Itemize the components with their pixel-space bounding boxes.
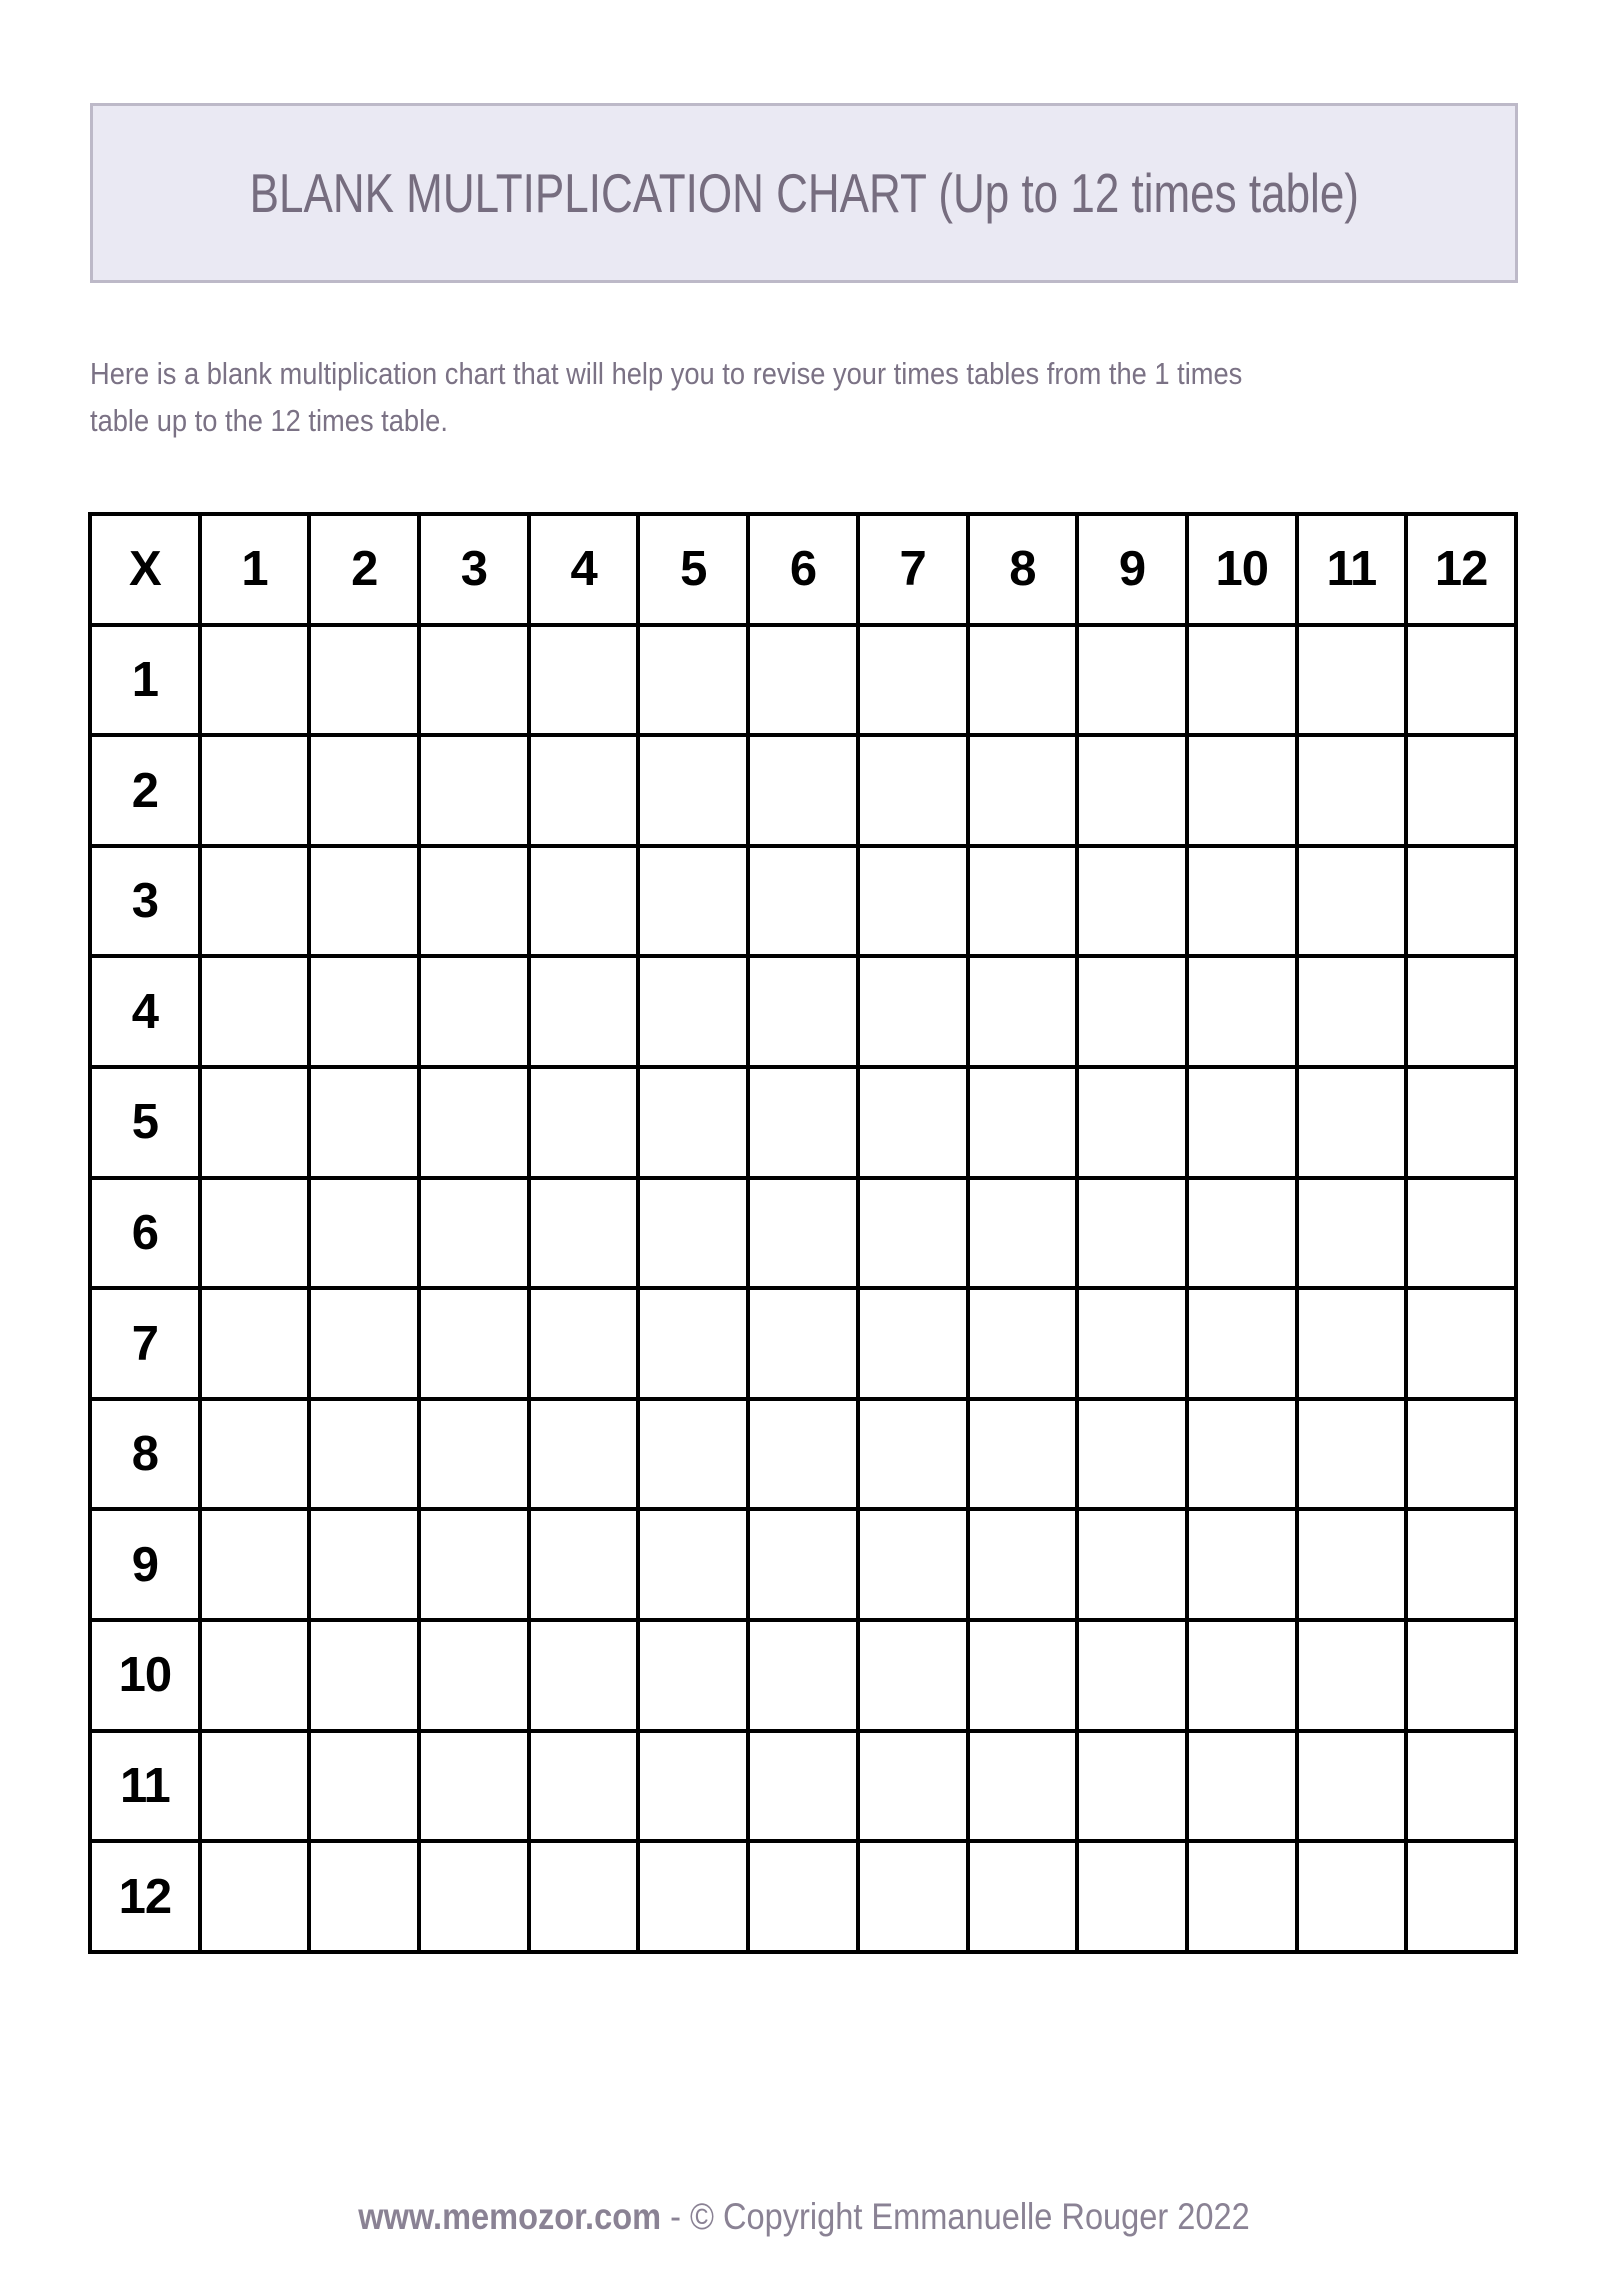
footer-site-name: www.memozor.com [358, 2196, 662, 2237]
empty-cell [1406, 1178, 1516, 1289]
empty-cell [748, 735, 858, 846]
table-row-8 [90, 1399, 1516, 1510]
row-header-11: 11 [90, 1731, 200, 1842]
empty-cell [1077, 1399, 1187, 1510]
empty-cell [309, 956, 419, 1067]
empty-cell [1077, 1841, 1187, 1952]
table-row-1 [90, 625, 1516, 736]
row-header-3: 3 [90, 846, 200, 957]
empty-cell [529, 625, 639, 736]
empty-cell [1077, 1731, 1187, 1842]
column-header-6: 6 [748, 514, 858, 625]
empty-cell [1297, 956, 1407, 1067]
empty-cell [858, 1288, 968, 1399]
empty-cell [1297, 1178, 1407, 1289]
empty-cell [1406, 625, 1516, 736]
table-row-6 [90, 1178, 1516, 1289]
table-header-row [90, 514, 1516, 625]
row-header-5: 5 [90, 1067, 200, 1178]
empty-cell [858, 1620, 968, 1731]
empty-cell [419, 1841, 529, 1952]
empty-cell [748, 1178, 858, 1289]
empty-cell [748, 1509, 858, 1620]
empty-cell [419, 1509, 529, 1620]
empty-cell [200, 1288, 310, 1399]
empty-cell [529, 1509, 639, 1620]
empty-cell [1077, 1509, 1187, 1620]
row-header-1: 1 [90, 625, 200, 736]
empty-cell [968, 1509, 1078, 1620]
footer-copyright: © Copyright Emmanuelle Rouger 2022 [689, 2196, 1250, 2237]
empty-cell [419, 1620, 529, 1731]
empty-cell [309, 1288, 419, 1399]
empty-cell [858, 1399, 968, 1510]
empty-cell [1187, 1288, 1297, 1399]
empty-cell [858, 1178, 968, 1289]
empty-cell [1187, 846, 1297, 957]
empty-cell [968, 1731, 1078, 1842]
column-header-11: 11 [1297, 514, 1407, 625]
empty-cell [968, 1288, 1078, 1399]
empty-cell [858, 625, 968, 736]
empty-cell [309, 735, 419, 846]
row-header-4: 4 [90, 956, 200, 1067]
empty-cell [529, 1288, 639, 1399]
empty-cell [1187, 625, 1297, 736]
empty-cell [1187, 956, 1297, 1067]
row-header-6: 6 [90, 1178, 200, 1289]
row-header-2: 2 [90, 735, 200, 846]
empty-cell [748, 625, 858, 736]
table-row-12 [90, 1841, 1516, 1952]
empty-cell [1406, 1731, 1516, 1842]
row-header-9: 9 [90, 1509, 200, 1620]
empty-cell [309, 1399, 419, 1510]
empty-cell [1187, 1731, 1297, 1842]
row-header-10: 10 [90, 1620, 200, 1731]
empty-cell [638, 1731, 748, 1842]
empty-cell [200, 1178, 310, 1289]
empty-cell [858, 1731, 968, 1842]
multiplication-chart-body [90, 514, 1516, 1952]
footer-separator: - [670, 2196, 681, 2237]
intro-line-1: Here is a blank multiplication chart that will help you to revise your times tables from the 1 times [90, 356, 1243, 391]
empty-cell [1406, 1620, 1516, 1731]
empty-cell [309, 625, 419, 736]
empty-cell [200, 1399, 310, 1510]
table-row-5 [90, 1067, 1516, 1178]
empty-cell [200, 735, 310, 846]
empty-cell [968, 625, 1078, 736]
empty-cell [529, 1399, 639, 1510]
empty-cell [1406, 956, 1516, 1067]
empty-cell [200, 1841, 310, 1952]
empty-cell [1077, 1178, 1187, 1289]
empty-cell [748, 1288, 858, 1399]
footer [96, 2196, 1511, 2238]
empty-cell [419, 846, 529, 957]
table-row-4 [90, 956, 1516, 1067]
empty-cell [1406, 1067, 1516, 1178]
empty-cell [1297, 1841, 1407, 1952]
empty-cell [200, 956, 310, 1067]
intro-text [90, 350, 1242, 444]
empty-cell [1077, 625, 1187, 736]
empty-cell [638, 846, 748, 957]
empty-cell [748, 846, 858, 957]
empty-cell [1297, 1620, 1407, 1731]
empty-cell [858, 956, 968, 1067]
row-header-12: 12 [90, 1841, 200, 1952]
multiplication-chart-table [88, 512, 1518, 1954]
empty-cell [1297, 1288, 1407, 1399]
empty-cell [309, 1841, 419, 1952]
column-header-9: 9 [1077, 514, 1187, 625]
empty-cell [529, 1178, 639, 1289]
empty-cell [1077, 1288, 1187, 1399]
intro-line-2: table up to the 12 times table. [90, 403, 448, 438]
empty-cell [200, 1731, 310, 1842]
empty-cell [1297, 625, 1407, 736]
empty-cell [200, 1067, 310, 1178]
column-header-8: 8 [968, 514, 1078, 625]
column-header-12: 12 [1406, 514, 1516, 625]
empty-cell [529, 735, 639, 846]
empty-cell [309, 1509, 419, 1620]
empty-cell [968, 1399, 1078, 1510]
empty-cell [748, 956, 858, 1067]
empty-cell [968, 846, 1078, 957]
row-header-8: 8 [90, 1399, 200, 1510]
empty-cell [309, 1620, 419, 1731]
corner-cell-x: X [90, 514, 200, 625]
empty-cell [1187, 1178, 1297, 1289]
empty-cell [1297, 1399, 1407, 1510]
table-row-11 [90, 1731, 1516, 1842]
empty-cell [309, 846, 419, 957]
empty-cell [419, 956, 529, 1067]
column-header-4: 4 [529, 514, 639, 625]
empty-cell [968, 1067, 1078, 1178]
table-row-10 [90, 1620, 1516, 1731]
empty-cell [1406, 1841, 1516, 1952]
empty-cell [309, 1178, 419, 1289]
empty-cell [638, 735, 748, 846]
empty-cell [968, 1620, 1078, 1731]
empty-cell [748, 1067, 858, 1178]
empty-cell [529, 846, 639, 957]
empty-cell [1187, 735, 1297, 846]
empty-cell [1297, 846, 1407, 957]
empty-cell [1297, 735, 1407, 846]
empty-cell [1077, 735, 1187, 846]
empty-cell [968, 735, 1078, 846]
empty-cell [529, 1731, 639, 1842]
empty-cell [858, 1067, 968, 1178]
empty-cell [309, 1067, 419, 1178]
row-header-7: 7 [90, 1288, 200, 1399]
table-row-3 [90, 846, 1516, 957]
empty-cell [1077, 846, 1187, 957]
empty-cell [1187, 1620, 1297, 1731]
empty-cell [748, 1841, 858, 1952]
empty-cell [1297, 1731, 1407, 1842]
empty-cell [638, 1620, 748, 1731]
empty-cell [858, 846, 968, 957]
empty-cell [638, 1067, 748, 1178]
empty-cell [419, 1067, 529, 1178]
empty-cell [638, 625, 748, 736]
empty-cell [419, 1288, 529, 1399]
empty-cell [638, 1288, 748, 1399]
empty-cell [419, 1731, 529, 1842]
empty-cell [1406, 1509, 1516, 1620]
empty-cell [858, 1509, 968, 1620]
empty-cell [638, 956, 748, 1067]
empty-cell [419, 735, 529, 846]
empty-cell [1077, 1620, 1187, 1731]
empty-cell [858, 1841, 968, 1952]
empty-cell [1187, 1067, 1297, 1178]
empty-cell [638, 1178, 748, 1289]
table-row-2 [90, 735, 1516, 846]
empty-cell [1187, 1841, 1297, 1952]
page-title: BLANK MULTIPLICATION CHART (Up to 12 times table) [249, 162, 1359, 224]
empty-cell [1187, 1399, 1297, 1510]
empty-cell [309, 1731, 419, 1842]
column-header-10: 10 [1187, 514, 1297, 625]
empty-cell [1297, 1067, 1407, 1178]
empty-cell [419, 625, 529, 736]
empty-cell [1187, 1509, 1297, 1620]
empty-cell [968, 956, 1078, 1067]
column-header-2: 2 [309, 514, 419, 625]
empty-cell [529, 1067, 639, 1178]
empty-cell [858, 735, 968, 846]
empty-cell [638, 1399, 748, 1510]
empty-cell [200, 625, 310, 736]
empty-cell [1077, 956, 1187, 1067]
empty-cell [748, 1731, 858, 1842]
column-header-7: 7 [858, 514, 968, 625]
empty-cell [529, 1841, 639, 1952]
column-header-1: 1 [200, 514, 310, 625]
empty-cell [968, 1841, 1078, 1952]
empty-cell [1406, 735, 1516, 846]
empty-cell [968, 1178, 1078, 1289]
empty-cell [529, 1620, 639, 1731]
empty-cell [748, 1399, 858, 1510]
empty-cell [200, 1620, 310, 1731]
empty-cell [200, 846, 310, 957]
table-row-9 [90, 1509, 1516, 1620]
empty-cell [1297, 1509, 1407, 1620]
empty-cell [529, 956, 639, 1067]
empty-cell [748, 1620, 858, 1731]
empty-cell [1406, 1399, 1516, 1510]
column-header-5: 5 [638, 514, 748, 625]
empty-cell [1077, 1067, 1187, 1178]
empty-cell [638, 1509, 748, 1620]
column-header-3: 3 [419, 514, 529, 625]
empty-cell [638, 1841, 748, 1952]
table-row-7 [90, 1288, 1516, 1399]
empty-cell [1406, 846, 1516, 957]
empty-cell [1406, 1288, 1516, 1399]
title-banner [90, 103, 1518, 283]
empty-cell [419, 1399, 529, 1510]
empty-cell [200, 1509, 310, 1620]
empty-cell [419, 1178, 529, 1289]
